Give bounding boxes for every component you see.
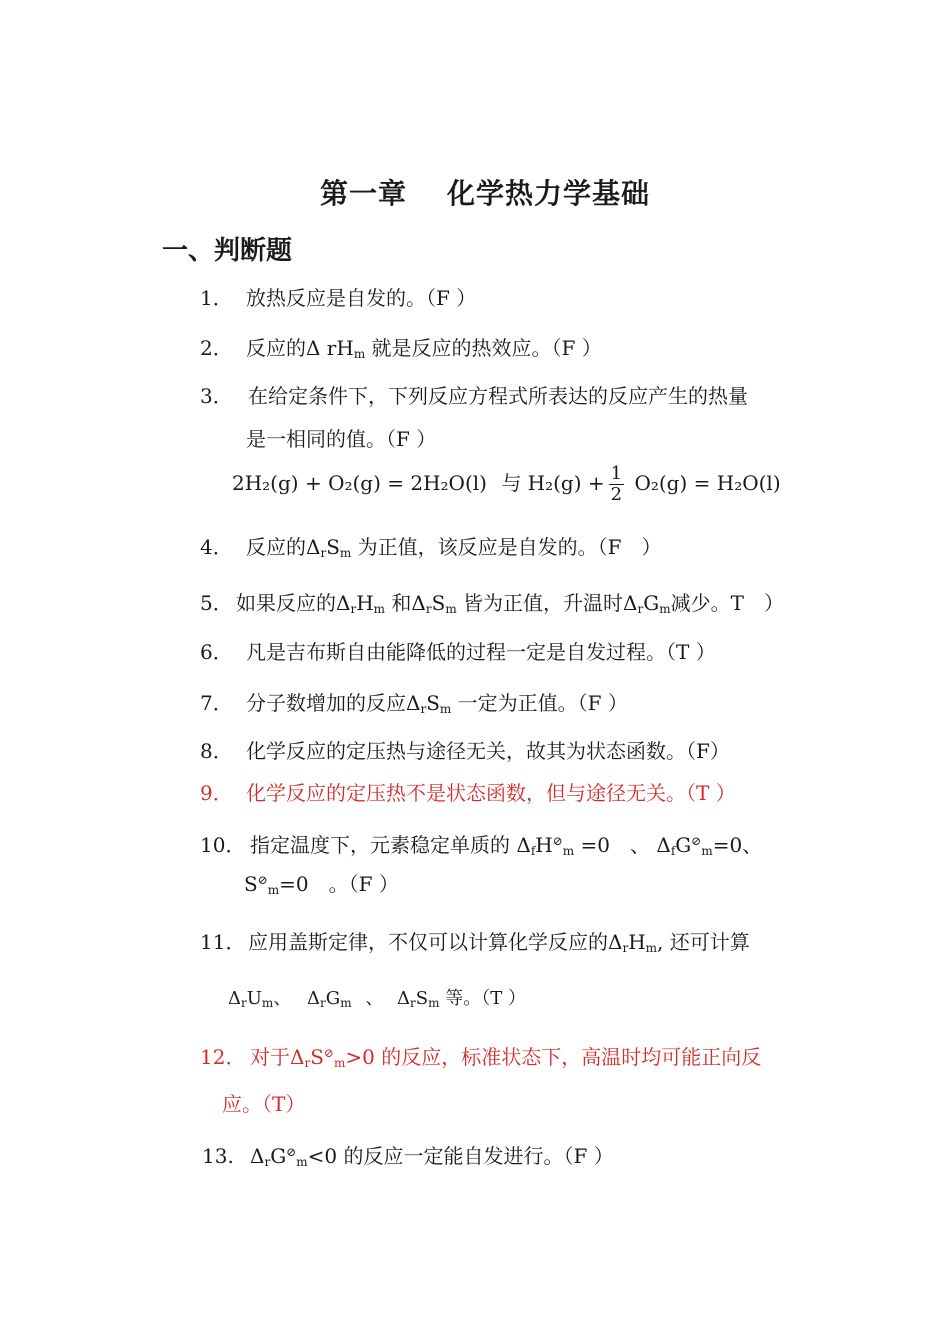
subscript: r	[264, 1155, 271, 1169]
symbol: G	[325, 988, 341, 1009]
symbol: S	[426, 691, 440, 715]
subscript: m	[261, 996, 274, 1010]
question-text: 皆为正值，升温时Δ	[456, 591, 638, 615]
question-11-line2	[228, 985, 526, 1013]
question-number: 2．	[200, 336, 233, 360]
subscript: r	[320, 546, 327, 560]
symbol: S	[326, 535, 340, 559]
standard-state-symbol: ⊘	[286, 1145, 297, 1159]
question-2	[200, 334, 602, 362]
question-text: 化学反应的定压热不是状态函数，但与途径无关。（T ）	[246, 781, 736, 805]
section-heading: 一、判断题	[162, 236, 293, 266]
question-text: 如果反应的Δ	[236, 591, 351, 615]
standard-state-symbol: ⊘	[323, 1046, 334, 1060]
subscript: m	[353, 347, 366, 361]
question-text: 放热反应是自发的。（F ）	[246, 286, 477, 310]
delta-symbol: Δ	[397, 988, 411, 1009]
symbol: S	[415, 988, 429, 1009]
question-text: =0 。（F ）	[279, 872, 399, 896]
subscript: m	[445, 602, 457, 616]
fraction-numerator: 1	[610, 463, 623, 484]
subscript: m	[439, 702, 452, 716]
symbol: G	[643, 591, 660, 615]
standard-state-symbol: ⊘	[257, 873, 268, 887]
fraction	[609, 464, 624, 505]
question-12	[200, 1043, 761, 1071]
question-5	[200, 589, 784, 617]
subscript: m	[659, 602, 671, 616]
subscript: f	[670, 844, 676, 858]
question-text: 减少。T ）	[670, 591, 784, 615]
symbol: G	[675, 833, 692, 857]
subscript: r	[622, 941, 629, 955]
fraction-denominator: 2	[610, 484, 623, 505]
question-4	[200, 533, 662, 561]
delta-symbol: Δ	[307, 988, 321, 1009]
symbol: S	[310, 1045, 324, 1069]
symbol: S	[244, 872, 258, 896]
question-number: 13.	[202, 1144, 234, 1168]
subscript: m	[701, 844, 713, 858]
symbol: U	[246, 988, 262, 1009]
equation-right: O₂(g) = H₂O(l)	[634, 471, 781, 495]
question-text: >0 的反应，标准状态下，高温时均可能正向反	[345, 1045, 762, 1069]
question-text: 指定温度下，元素稳定单质的 Δ	[250, 833, 531, 857]
question-6	[200, 638, 716, 666]
standard-state-symbol: ⊘	[691, 834, 702, 848]
question-number: 11．	[200, 930, 246, 954]
subscript: r	[241, 996, 247, 1010]
equation-left: 2H₂(g) + O₂(g) = 2H₂O(l)	[232, 471, 487, 495]
subscript: r	[304, 1056, 311, 1070]
equation-mid: 与 H₂(g) +	[501, 471, 605, 495]
subscript: m	[428, 996, 440, 1010]
question-11	[200, 928, 750, 956]
question-number: 1．	[200, 286, 233, 310]
subscript: r	[420, 702, 427, 716]
subscript: r	[320, 996, 326, 1010]
subscript: m	[562, 844, 575, 858]
question-text: 化学反应的定压热与途径无关，故其为状态函数。（F）	[246, 739, 730, 763]
subscript: m	[373, 602, 386, 616]
delta-symbol: Δ	[250, 1144, 265, 1168]
question-text: 为正值，该反应是自发的。（F ）	[351, 535, 662, 559]
question-3	[200, 382, 748, 410]
question-number: 8．	[200, 739, 233, 763]
question-text: 在给定条件下，下列反应方程式所表达的反应产生的热量	[248, 384, 748, 408]
question-number: 3．	[200, 384, 233, 408]
symbol: G	[270, 1144, 287, 1168]
chapter-name: 化学热力学基础	[447, 177, 651, 210]
question-number: 12．	[200, 1045, 246, 1069]
subscript: m	[645, 941, 658, 955]
question-number: 7．	[200, 691, 233, 715]
question-number: 5．	[200, 591, 233, 615]
question-text: 反应的Δ rH	[246, 336, 354, 360]
question-text: =0、	[712, 833, 763, 857]
question-text: 凡是吉布斯自由能降低的过程一定是自发过程。（T ）	[246, 640, 716, 664]
equation	[232, 458, 781, 508]
subscript: m	[333, 1056, 346, 1070]
question-10-line2	[244, 870, 399, 898]
question-text: 一定为正值。（F ）	[451, 691, 628, 715]
question-12-line2: 应。（T）	[222, 1092, 306, 1116]
question-text: 就是反应的热效应。（F ）	[365, 336, 602, 360]
question-text: 反应的Δ	[246, 535, 321, 559]
subscript: r	[425, 602, 432, 616]
delta-symbol: Δ	[228, 988, 241, 1009]
separator: 、	[273, 988, 292, 1009]
question-text: 对于Δ	[250, 1045, 305, 1069]
question-text: 和Δ	[385, 591, 426, 615]
question-text: 应用盖斯定律，不仅可以计算化学反应的Δ	[248, 930, 623, 954]
separator: 、	[365, 988, 384, 1009]
question-10	[200, 831, 762, 859]
standard-state-symbol: ⊘	[552, 834, 563, 848]
symbol: H	[356, 591, 374, 615]
question-number: 9．	[200, 781, 233, 805]
question-3-line2: 是一相同的值。（F ）	[246, 427, 437, 451]
question-text: 等。（T ）	[439, 988, 526, 1009]
question-1	[200, 284, 476, 312]
subscript: m	[267, 883, 280, 897]
symbol: H	[628, 930, 646, 954]
subscript: m	[339, 546, 352, 560]
subscript: f	[530, 844, 536, 858]
symbol: H	[535, 833, 553, 857]
question-text: 分子数增加的反应Δ	[246, 691, 421, 715]
question-text: =0 、 Δ	[574, 833, 671, 857]
chapter-number: 第一章	[320, 177, 408, 210]
question-9	[200, 779, 736, 807]
question-8	[200, 737, 730, 765]
question-number: 10．	[200, 833, 246, 857]
subscript: m	[340, 996, 352, 1010]
question-number: 4．	[200, 535, 233, 559]
question-text: , 还可计算	[657, 930, 750, 954]
question-number: 6．	[200, 640, 233, 664]
question-text: <0 的反应一定能自发进行。（F ）	[307, 1144, 614, 1168]
subscript: r	[410, 996, 416, 1010]
symbol: S	[431, 591, 446, 615]
question-13	[202, 1142, 614, 1170]
subscript: r	[637, 602, 644, 616]
subscript: m	[296, 1155, 308, 1169]
chapter-title	[320, 172, 650, 212]
subscript: r	[350, 602, 357, 616]
question-7	[200, 689, 628, 717]
